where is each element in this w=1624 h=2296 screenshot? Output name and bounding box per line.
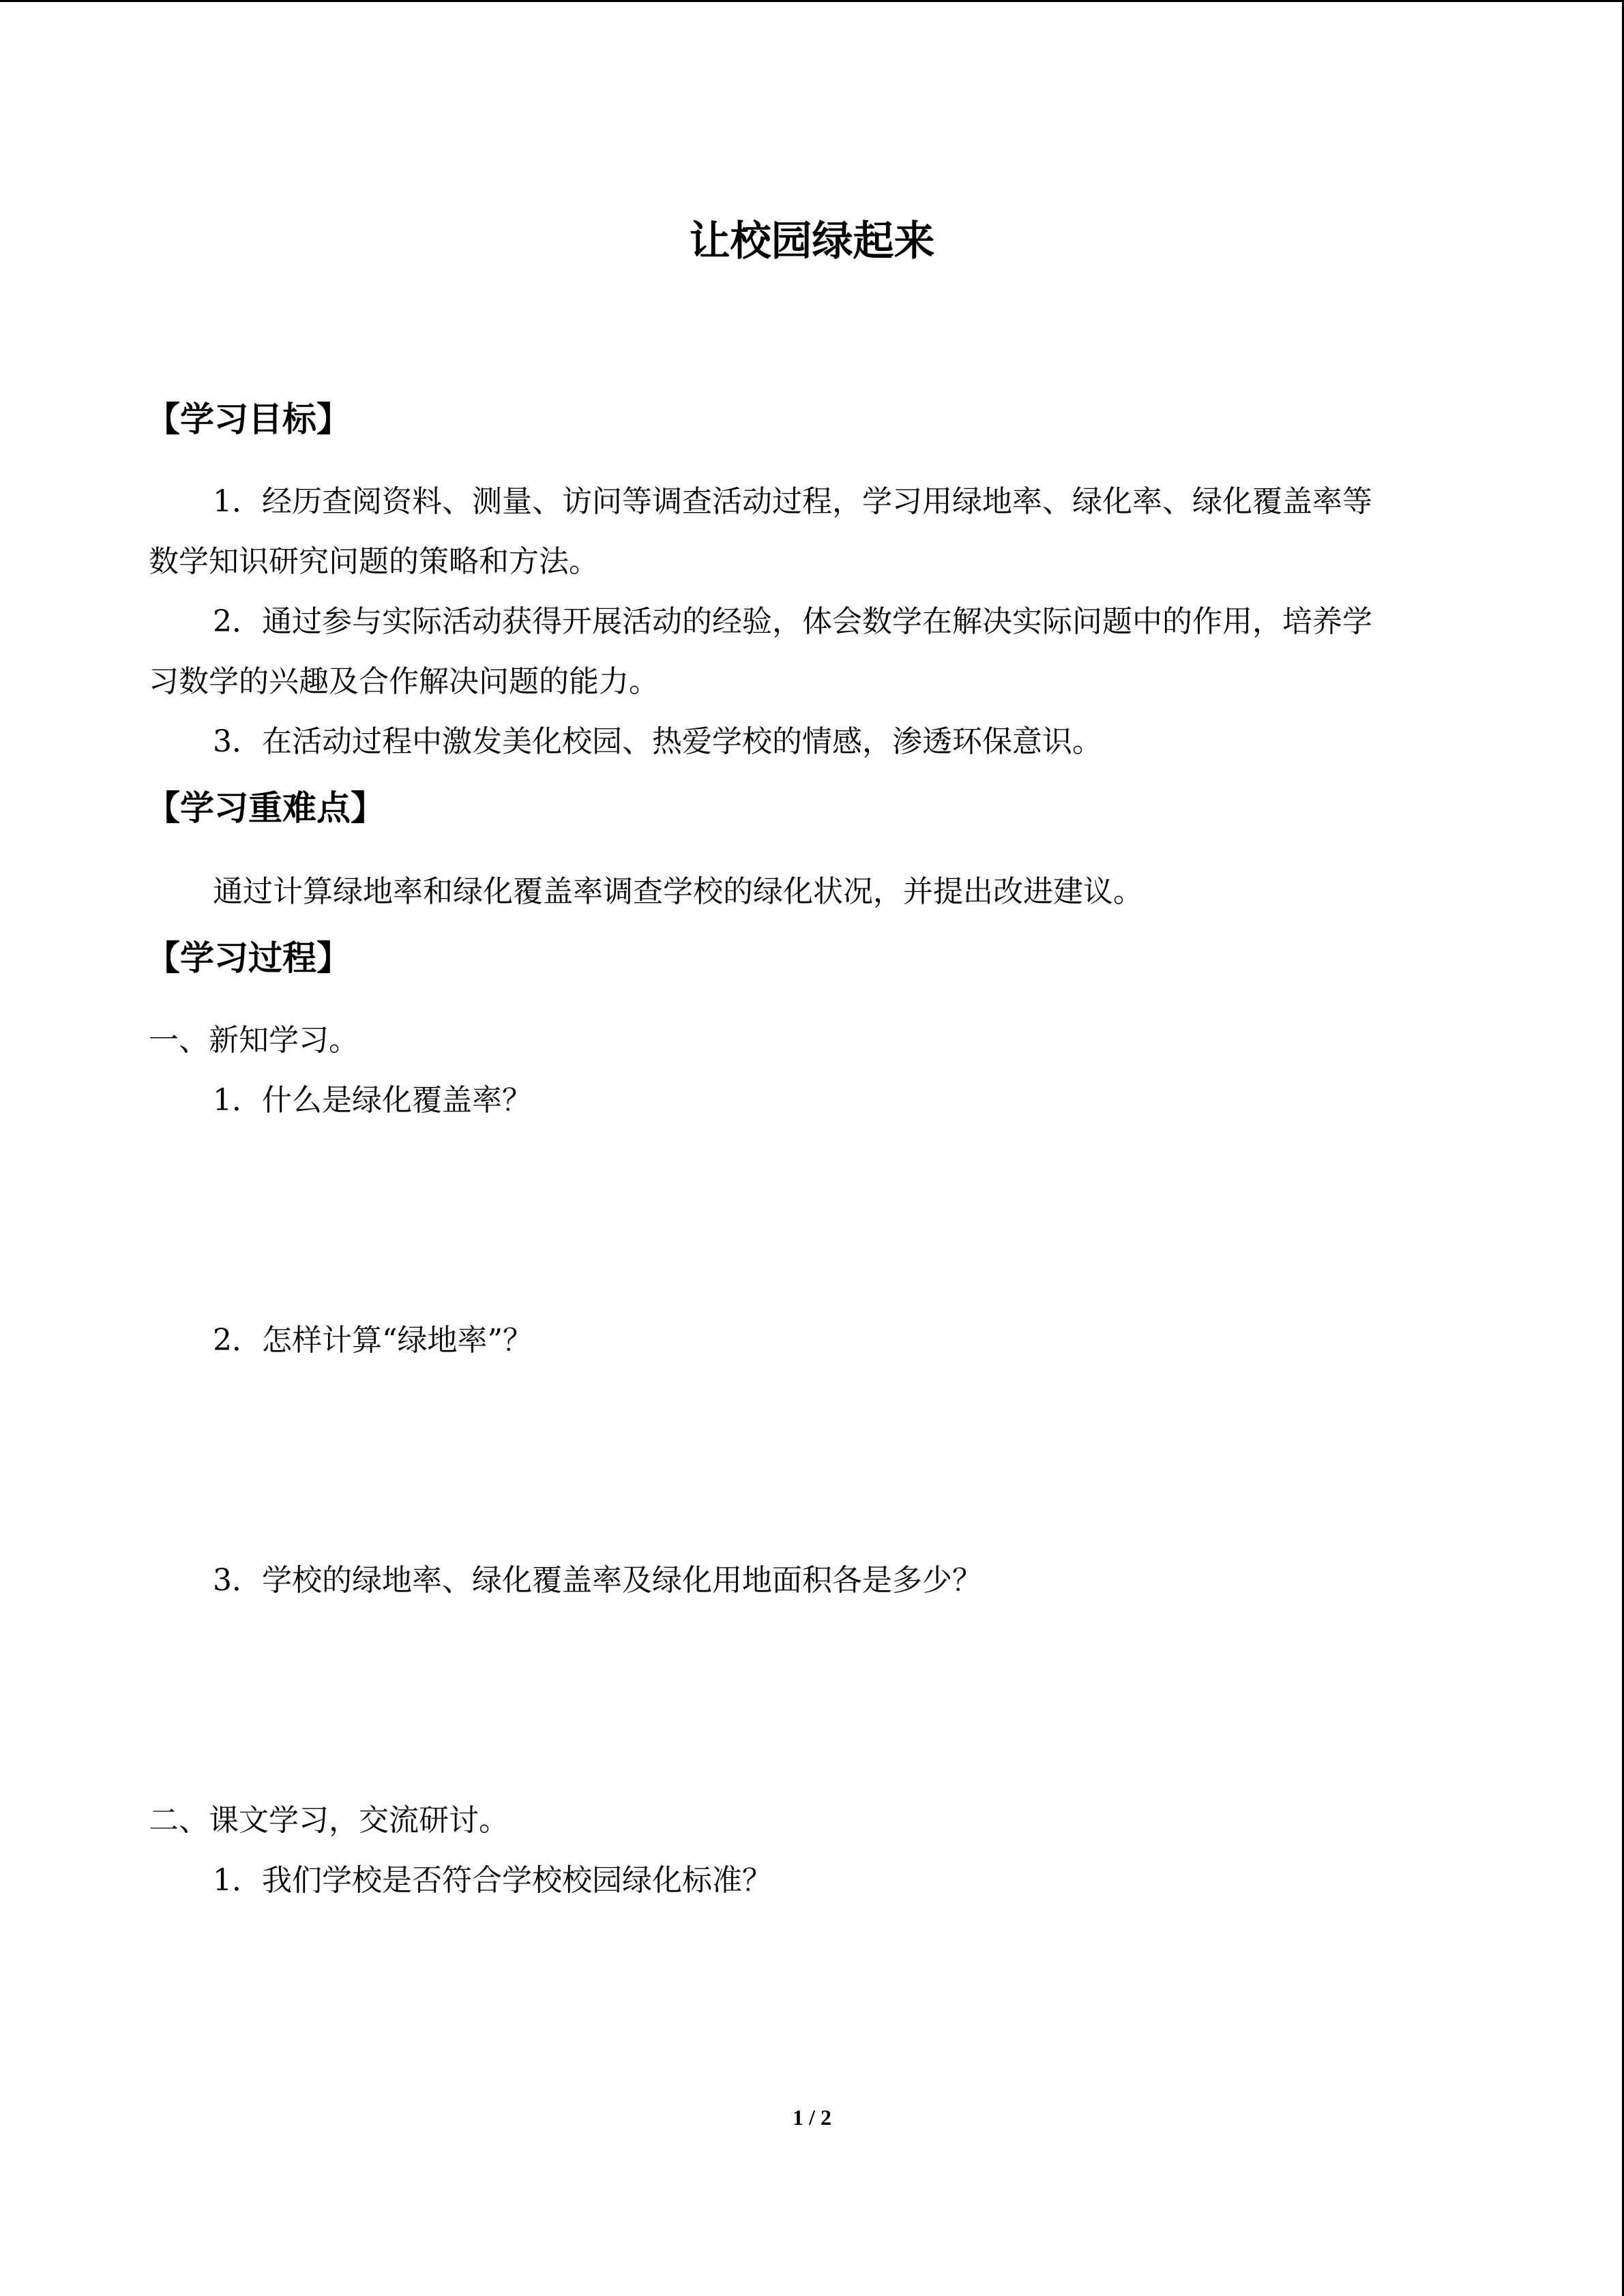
page-border-top [0, 0, 1624, 2]
goal-3-line-1: 3．在活动过程中激发美化校园、热爱学校的情感，渗透环保意识。 [213, 724, 1102, 759]
page-number: 1 / 2 [793, 2105, 831, 2130]
part-1-question-1: 1．什么是绿化覆盖率？ [213, 1083, 532, 1118]
goal-1-line-1: 1．经历查阅资料、测量、访问等调查活动过程，学习用绿地率、绿化率、绿化覆盖率等 [213, 484, 1372, 519]
part-1-title: 一、新知学习。 [149, 1023, 359, 1058]
section-heading-keypoints: 【学习重难点】 [146, 788, 385, 828]
part-1-question-2: 2．怎样计算“绿地率”？ [213, 1323, 533, 1358]
section-heading-goals: 【学习目标】 [146, 400, 351, 439]
goal-2-line-2: 习数学的兴趣及合作解决问题的能力。 [149, 664, 659, 699]
section-heading-process: 【学习过程】 [146, 938, 351, 978]
part-2-question-1: 1．我们学校是否符合学校校园绿化标准？ [213, 1863, 772, 1898]
goal-2-line-1: 2．通过参与实际活动获得开展活动的经验，体会数学在解决实际问题中的作用，培养学 [213, 604, 1372, 639]
keypoints-text: 通过计算绿地率和绿化覆盖率调查学校的绿化状况，并提出改进建议。 [213, 874, 1143, 909]
document-title: 让校园绿起来 [689, 218, 935, 265]
part-2-title: 二、课文学习，交流研讨。 [149, 1803, 509, 1838]
part-1-question-3: 3．学校的绿地率、绿化覆盖率及绿化用地面积各是多少？ [213, 1563, 982, 1598]
goal-1-line-2: 数学知识研究问题的策略和方法。 [149, 544, 599, 579]
